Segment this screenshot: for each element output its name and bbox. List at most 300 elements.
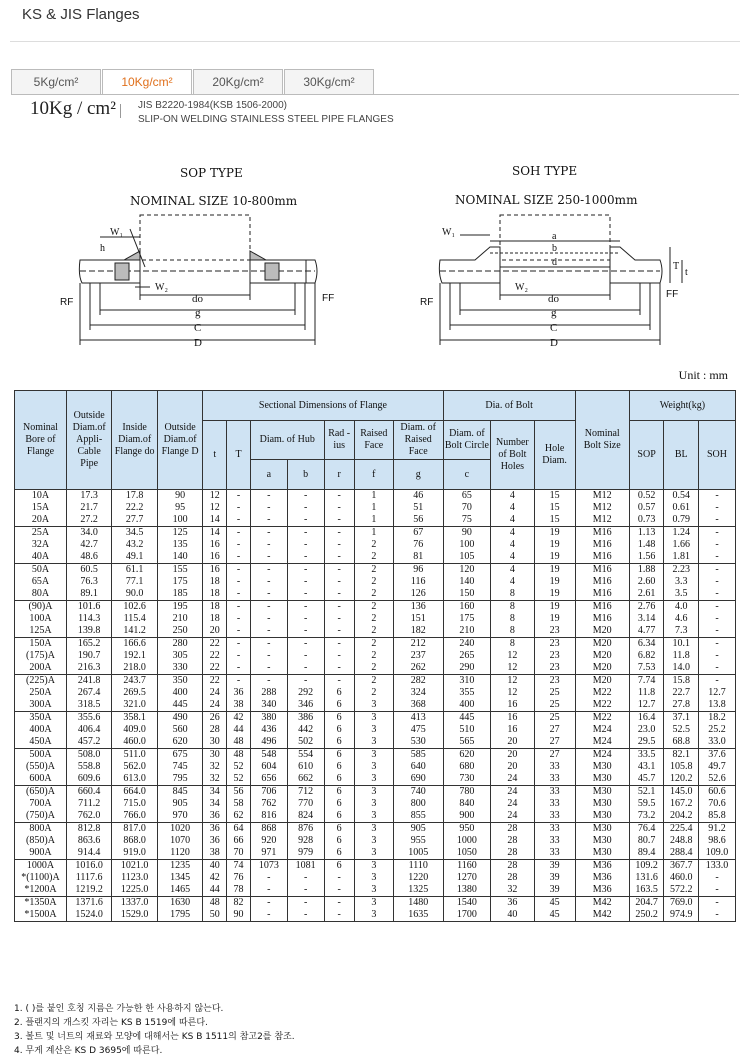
header-b: b [287,460,324,490]
table-cell: 4.77 [629,625,664,638]
table-cell: M16 [575,588,629,601]
table-cell: 610 [287,761,324,773]
table-cell: 12 [203,490,227,503]
table-cell: 8 [491,613,534,625]
table-cell: 1117.6 [66,872,111,884]
table-cell: 23 [534,638,575,651]
title-divider [10,41,740,42]
table-cell: M16 [575,613,629,625]
table-cell: - [227,527,251,540]
table-cell: 1070 [157,835,202,847]
table-cell: 2 [354,601,393,614]
table-cell: 1540 [443,897,491,910]
table-cell: 1529.0 [112,909,157,922]
table-cell: (175)A [15,650,67,662]
table-cell: 49.1 [112,551,157,564]
table-cell: 44 [227,724,251,736]
table-cell: 1345 [157,872,202,884]
description-label: SLIP-ON WELDING STAINLESS STEEL PIPE FLANGES [138,114,394,125]
table-cell: 3 [354,736,393,749]
table-cell: 78 [227,884,251,897]
table-cell: 14.0 [664,662,699,675]
table-cell: 656 [250,773,287,786]
table-cell: - [227,490,251,503]
table-row [15,835,736,847]
table-cell: 120.2 [664,773,699,786]
table-cell: 90 [227,909,251,922]
table-cell: 770 [287,798,324,810]
table-cell: 23.0 [629,724,664,736]
table-cell: 330 [157,662,202,675]
table-row [15,773,736,786]
table-cell: 4 [491,527,534,540]
table-cell: - [287,588,324,601]
table-cell: 1160 [443,860,491,873]
header-diam-raised: Diam. of Raised Face [393,421,443,460]
table-cell: 745 [157,761,202,773]
table-cell: 25A [15,527,67,540]
table-cell: 52.5 [664,724,699,736]
table-cell: 2 [354,625,393,638]
table-cell: 7.74 [629,675,664,688]
table-cell: - [699,539,736,551]
table-cell: 32 [203,761,227,773]
table-cell: 42.7 [66,539,111,551]
table-cell: 262 [393,662,443,675]
label-ff: FF [322,293,335,304]
table-cell: 2 [354,613,393,625]
table-cell: - [699,650,736,662]
page-title: KS & JIS Flanges [22,6,140,23]
soh-label-w2: W₂ [515,282,528,293]
table-cell: - [324,675,354,688]
table-cell: 14 [203,514,227,527]
header-sop: SOP [629,421,664,490]
table-cell: 250 [157,625,202,638]
table-cell: 502 [287,736,324,749]
table-cell: 1700 [443,909,491,922]
table-cell: - [699,909,736,922]
table-cell: *1200A [15,884,67,897]
table-cell: 243.7 [112,675,157,688]
table-cell: M36 [575,872,629,884]
table-row [15,638,736,651]
table-cell: 355 [443,687,491,699]
table-cell: 22 [203,638,227,651]
table-cell: 27.2 [66,514,111,527]
table-cell: 4 [491,490,534,503]
table-cell: 0.57 [629,502,664,514]
table-cell: - [250,884,287,897]
table-cell: 25 [534,712,575,725]
table-cell: 166.6 [112,638,157,651]
table-cell: 613.0 [112,773,157,786]
table-cell: - [287,884,324,897]
table-cell: - [227,576,251,588]
table-cell: - [699,675,736,688]
table-cell: 160 [443,601,491,614]
table-cell: 15 [534,514,575,527]
table-cell: 609.6 [66,773,111,786]
table-cell: 1380 [443,884,491,897]
table-cell: - [227,551,251,564]
table-cell: 42 [203,872,227,884]
soh-label-a: a [552,231,557,242]
table-cell: 19 [534,601,575,614]
table-cell: 900A [15,847,67,860]
table-cell: - [227,613,251,625]
table-cell: 928 [287,835,324,847]
table-cell: 845 [157,786,202,799]
table-cell: 2.61 [629,588,664,601]
table-cell: - [324,650,354,662]
table-cell: 204.7 [629,897,664,910]
table-cell: 300A [15,699,67,712]
table-cell: 20 [491,736,534,749]
table-cell: 6 [324,736,354,749]
table-cell: 100 [443,539,491,551]
table-cell: 33.0 [699,736,736,749]
table-cell: 2 [354,662,393,675]
table-cell: - [287,490,324,503]
tab-5kg[interactable]: 5Kg/cm² [11,69,101,94]
table-cell: 19 [534,576,575,588]
table-cell: 712 [287,786,324,799]
soh-label-g: g [551,307,557,319]
header-a: a [250,460,287,490]
table-cell: 101.6 [66,601,111,614]
table-cell: 2 [354,675,393,688]
table-cell: M42 [575,897,629,910]
table-cell: - [250,576,287,588]
table-cell: - [699,490,736,503]
table-cell: 67 [393,527,443,540]
table-cell: 125A [15,625,67,638]
header-bolt-circle: Diam. of Bolt Circle [443,421,491,460]
table-cell: 1.66 [664,539,699,551]
tab-10kg[interactable]: 10Kg/cm² [102,69,192,94]
table-cell: 1120 [157,847,202,860]
table-cell: 16 [203,564,227,577]
table-cell: 1235 [157,860,202,873]
table-cell: - [227,601,251,614]
table-cell: 45 [534,909,575,922]
table-cell: 730 [443,773,491,786]
table-cell: 762 [250,798,287,810]
table-cell: *1350A [15,897,67,910]
label-c: C [194,322,202,334]
table-cell: - [324,662,354,675]
table-cell: 675 [157,749,202,762]
table-cell: 248.8 [664,835,699,847]
soh-label-rf: RF [420,297,434,308]
table-cell: (550)A [15,761,67,773]
table-cell: 1.13 [629,527,664,540]
table-cell: - [227,588,251,601]
table-cell: 28 [491,860,534,873]
table-cell: 23 [534,662,575,675]
table-cell: 3 [354,872,393,884]
table-cell: - [250,872,287,884]
table-cell: M12 [575,490,629,503]
footnotes [14,1002,295,1058]
table-cell: 876 [287,823,324,836]
table-cell: 3 [354,761,393,773]
table-cell: 3 [354,712,393,725]
table-cell: M36 [575,884,629,897]
table-cell: 34 [203,786,227,799]
table-cell: 1.24 [664,527,699,540]
table-cell: 20 [491,749,534,762]
table-cell: 114.3 [66,613,111,625]
table-cell: - [227,625,251,638]
table-cell: M16 [575,527,629,540]
table-cell: 28 [491,835,534,847]
table-cell: - [250,601,287,614]
footnote-4: 4. 무게 계산은 KS D 3695에 따른다. [14,1046,163,1056]
table-cell: 680 [443,761,491,773]
table-cell: 225.4 [664,823,699,836]
table-cell: 3 [354,847,393,860]
table-cell: 30 [203,736,227,749]
table-cell: 3 [354,897,393,910]
table-cell: M22 [575,699,629,712]
table-cell: 0.52 [629,490,664,503]
table-cell: 6 [324,749,354,762]
table-cell: 3 [354,749,393,762]
table-cell: 460.0 [112,736,157,749]
table-cell: 24 [491,786,534,799]
table-cell: 664.0 [112,786,157,799]
table-cell: 406.4 [66,724,111,736]
table-cell: 6 [324,798,354,810]
table-cell: 38 [203,847,227,860]
table-cell: 2 [354,588,393,601]
table-cell: M30 [575,798,629,810]
table-cell: - [287,514,324,527]
table-cell: 22 [203,662,227,675]
table-cell: - [250,564,287,577]
table-cell: - [324,514,354,527]
table-row [15,650,736,662]
table-cell: 800 [393,798,443,810]
table-cell: 7.53 [629,662,664,675]
table-cell: - [287,576,324,588]
tab-20kg[interactable]: 20Kg/cm² [193,69,283,94]
table-cell: 16.4 [629,712,664,725]
table-cell: 0.54 [664,490,699,503]
table-cell: 355.6 [66,712,111,725]
soh-label-b: b [552,243,557,254]
table-cell: 135 [157,539,202,551]
table-cell: - [324,601,354,614]
tab-30kg[interactable]: 30Kg/cm² [284,69,374,94]
table-cell: - [699,588,736,601]
table-cell: 66 [227,835,251,847]
table-cell: 34.5 [112,527,157,540]
table-cell: 1337.0 [112,897,157,910]
table-cell: 27.8 [664,699,699,712]
table-cell: 321.0 [112,699,157,712]
table-cell: 204.2 [664,810,699,823]
table-cell: 3 [354,884,393,897]
table-cell: 36 [227,687,251,699]
header-outside-diam: Outside Diam.of Flange D [157,391,202,490]
table-cell: 290 [443,662,491,675]
table-row [15,884,736,897]
table-cell: 17.3 [66,490,111,503]
table-cell: 13.8 [699,699,736,712]
table-row [15,897,736,910]
table-cell: 100 [157,514,202,527]
table-cell: 620 [157,736,202,749]
table-cell: 51 [393,502,443,514]
table-cell: 70 [443,502,491,514]
table-cell: - [699,872,736,884]
table-cell: 2.76 [629,601,664,614]
table-cell: 11.8 [629,687,664,699]
table-cell: 457.2 [66,736,111,749]
table-cell: 33 [534,835,575,847]
table-cell: 1000A [15,860,67,873]
table-cell: 36 [491,897,534,910]
table-cell: 1371.6 [66,897,111,910]
table-cell: 2 [354,551,393,564]
table-cell: 40 [491,909,534,922]
table-cell: 26 [203,712,227,725]
table-cell: 548 [250,749,287,762]
table-cell: 824 [287,810,324,823]
table-cell: 210 [157,613,202,625]
pressure-heading: 10Kg / cm² [30,98,116,119]
header-soh: SOH [699,421,736,490]
table-cell: 36 [203,835,227,847]
table-row [15,860,736,873]
table-cell: 12 [491,687,534,699]
table-cell: - [250,588,287,601]
table-cell: (90)A [15,601,67,614]
table-cell: - [324,490,354,503]
table-cell: 21.7 [66,502,111,514]
table-cell: 8 [491,638,534,651]
header-t: t [203,421,227,490]
table-cell: 1.56 [629,551,664,564]
table-cell: 10.1 [664,638,699,651]
table-cell: 65 [443,490,491,503]
table-cell: 15A [15,502,67,514]
table-cell: 212 [393,638,443,651]
table-cell: M16 [575,576,629,588]
pressure-tabs [11,69,375,94]
table-cell: 45.7 [629,773,664,786]
table-cell: 105.8 [664,761,699,773]
table-cell: M16 [575,564,629,577]
label-w2: W₂ [155,282,168,293]
table-cell: 59.5 [629,798,664,810]
table-cell: 18 [203,576,227,588]
table-cell: - [287,897,324,910]
table-cell: 30 [203,749,227,762]
label-do: do [192,293,203,305]
table-cell: 16 [491,724,534,736]
table-cell: 115.4 [112,613,157,625]
table-cell: *1500A [15,909,67,922]
table-cell: 979 [287,847,324,860]
table-cell: 76 [227,872,251,884]
table-cell: M20 [575,662,629,675]
table-cell: 62 [227,810,251,823]
table-cell: 1270 [443,872,491,884]
footnote-3: 3. 볼트 및 너트의 재료와 모양에 대해서는 KS B 1511의 참고2를 참조. [14,1032,295,1042]
table-cell: 60.5 [66,564,111,577]
table-cell: - [324,613,354,625]
table-cell: 19 [534,613,575,625]
table-cell: M30 [575,835,629,847]
table-cell: 445 [157,699,202,712]
table-cell: 269.5 [112,687,157,699]
table-cell: 16 [203,551,227,564]
table-cell: 496 [250,736,287,749]
table-cell: 3 [354,786,393,799]
table-cell: 282 [393,675,443,688]
table-cell: 700A [15,798,67,810]
table-cell: 175 [443,613,491,625]
table-cell: 133.0 [699,860,736,873]
table-cell: 4 [491,576,534,588]
label-h: h [100,243,105,254]
table-cell: 52 [227,761,251,773]
table-cell: M30 [575,847,629,860]
table-row [15,576,736,588]
table-cell: 139.8 [66,625,111,638]
table-cell: 6 [324,724,354,736]
table-cell: 1 [354,514,393,527]
table-cell: 1016.0 [66,860,111,873]
header-sectional: Sectional Dimensions of Flange [203,391,443,421]
table-cell: - [287,662,324,675]
flange-dimension-table [14,390,736,922]
table-cell: 52.6 [699,773,736,786]
table-cell: - [287,872,324,884]
table-cell: 6 [324,823,354,836]
table-cell: - [250,502,287,514]
header-weight: Weight(kg) [629,391,735,421]
table-cell: 29.5 [629,736,664,749]
table-cell: 511.0 [112,749,157,762]
table-cell: 1524.0 [66,909,111,922]
table-row [15,749,736,762]
header-dia-bolt: Dia. of Bolt [443,391,575,421]
table-cell: 769.0 [664,897,699,910]
soh-label-do: do [548,293,559,305]
table-cell: 905 [157,798,202,810]
table-cell: 216.3 [66,662,111,675]
unit-label: Unit : mm [678,368,728,382]
table-cell: M12 [575,514,629,527]
table-cell: 120 [443,564,491,577]
table-cell: 868.0 [112,835,157,847]
table-cell: 74 [227,860,251,873]
table-cell: - [287,625,324,638]
table-cell: 409.0 [112,724,157,736]
table-cell: - [287,650,324,662]
table-cell: 32 [203,773,227,786]
table-cell: - [324,909,354,922]
table-cell: 3.5 [664,588,699,601]
label-w1: W₁ [110,227,123,238]
table-cell: - [227,502,251,514]
table-cell: 98.6 [699,835,736,847]
